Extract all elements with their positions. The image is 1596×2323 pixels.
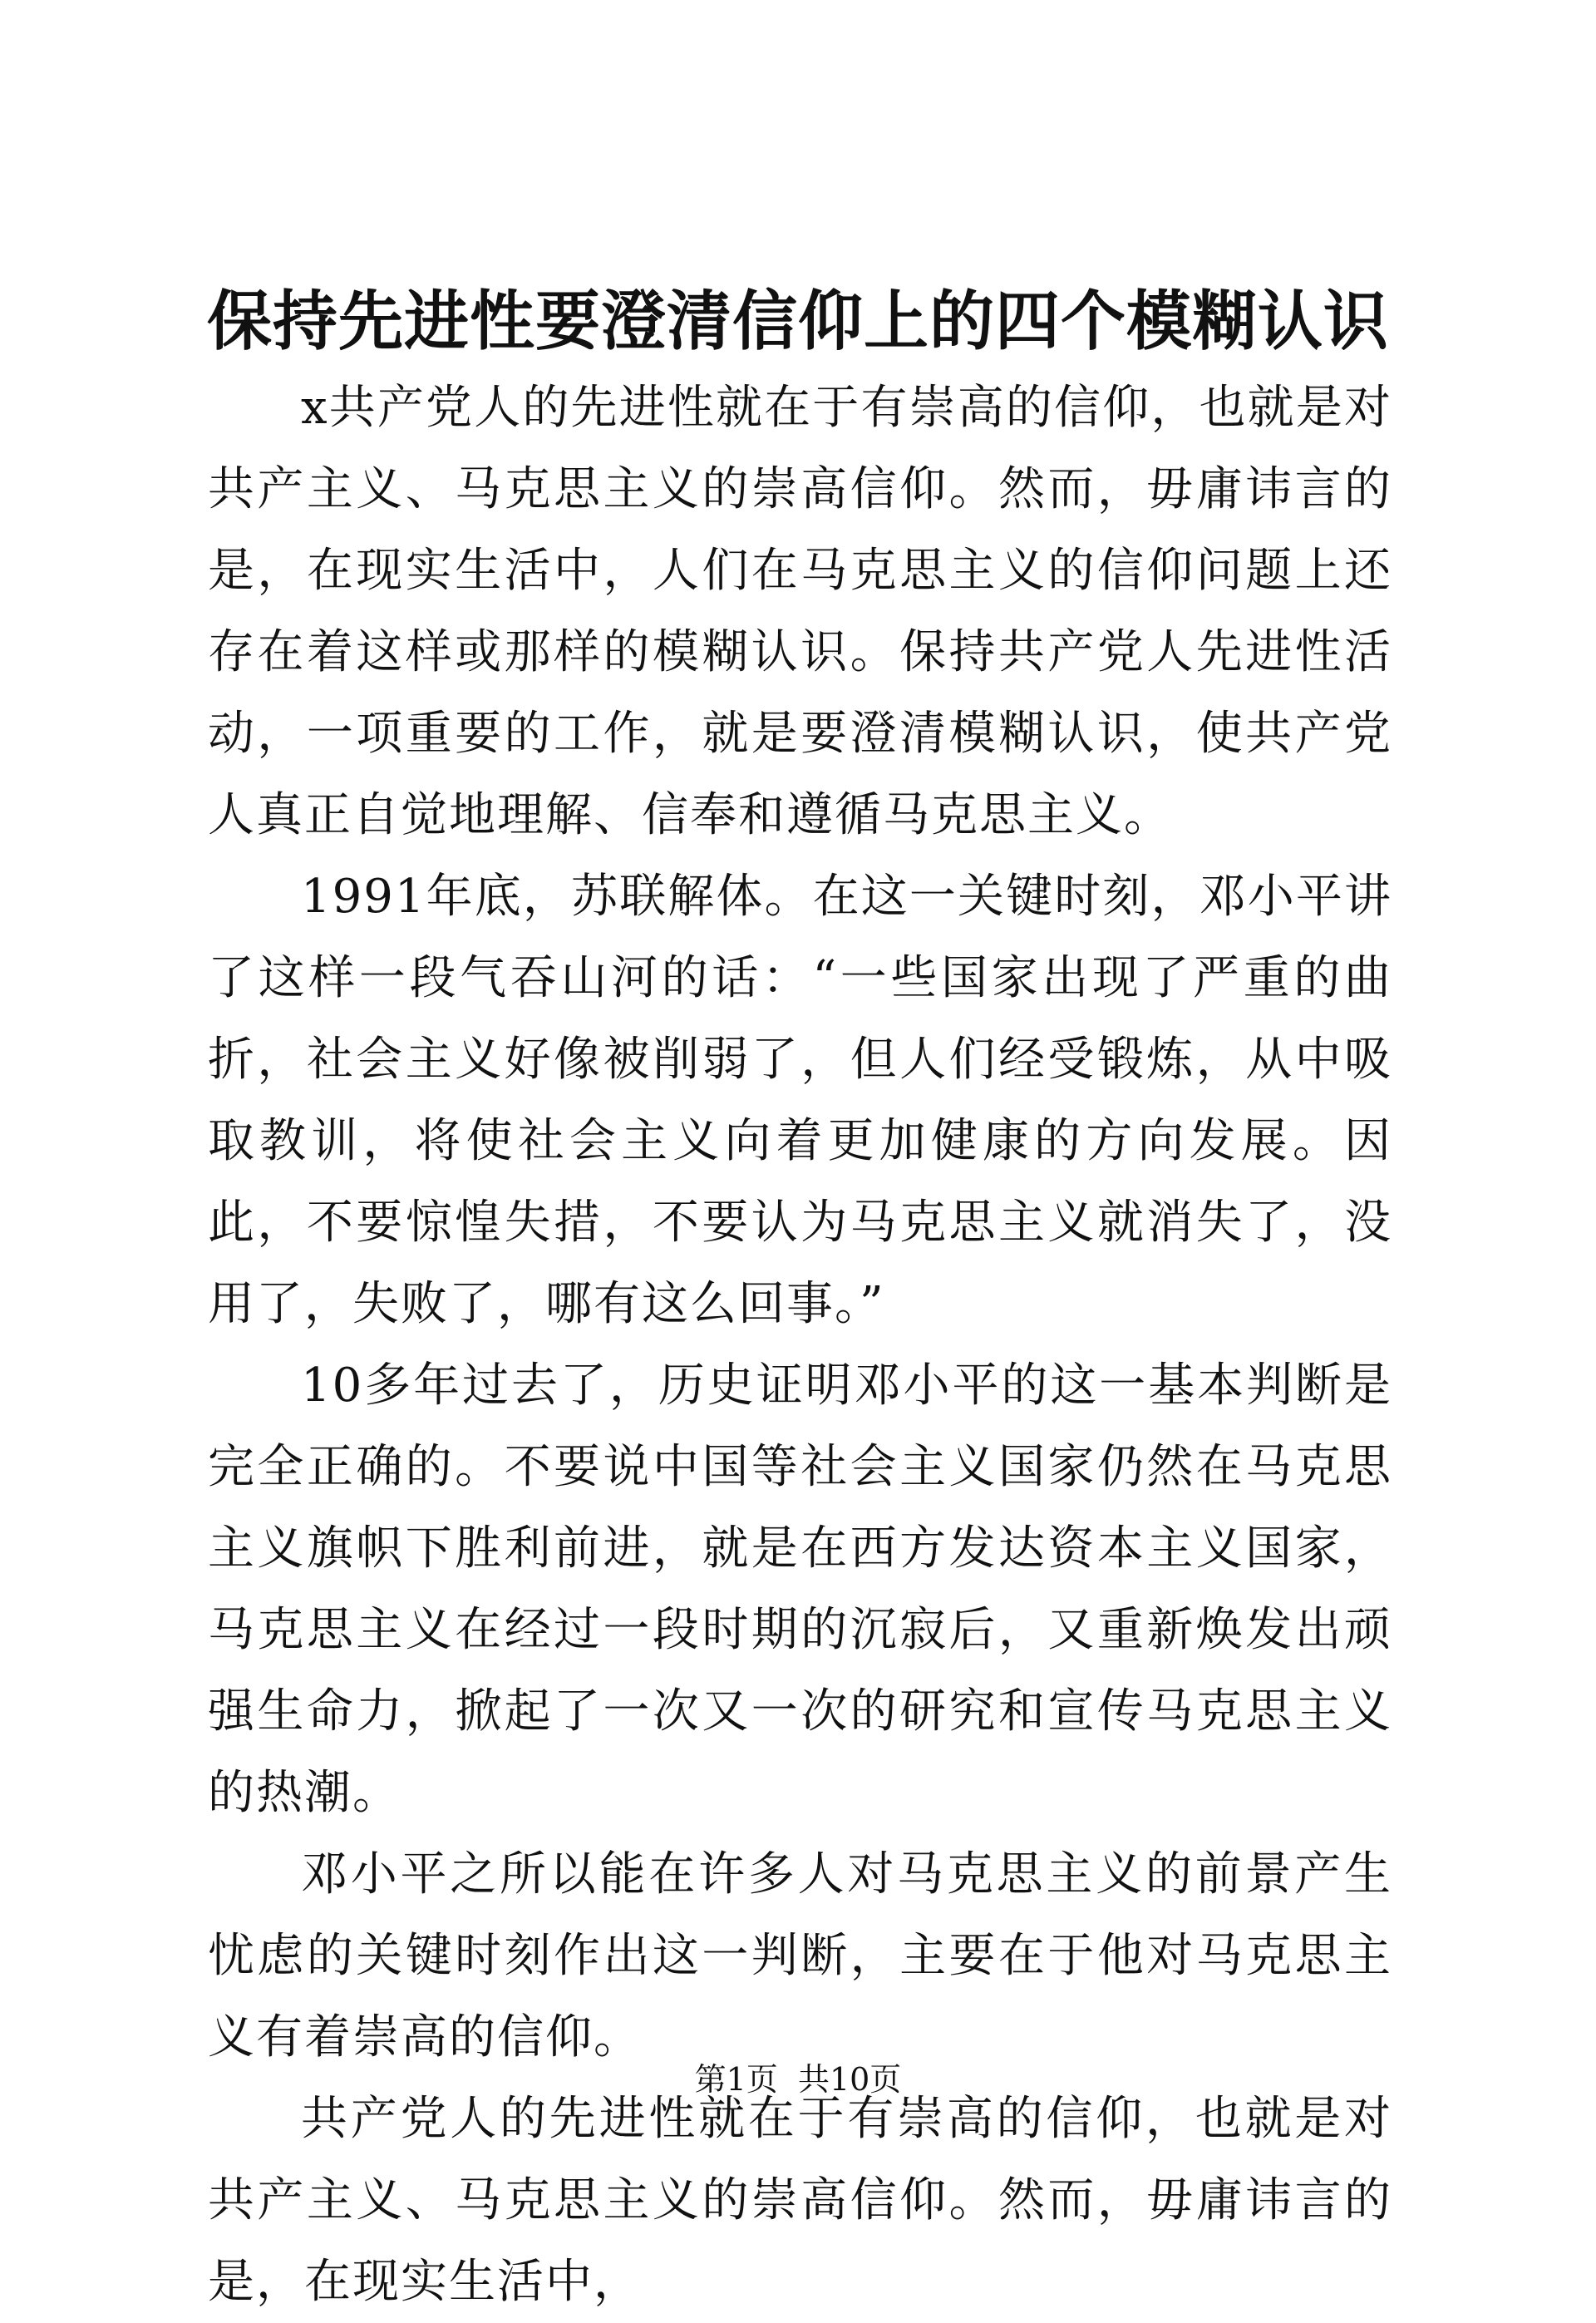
page-total: 共10页 (797, 2061, 902, 2098)
document-title: 保持先进性要澄清信仰上的四个模糊认识 (206, 284, 1389, 359)
paragraph-1: x共产党人的先进性就在于有崇高的信仰，也就是对共产主义、马克思主义的崇高信仰。然而，毋庸讳言的是，在现实生活中，人们在马克思主义的信仰问题上还存在着这样或那样的模糊认识。保持共产党人先进性活动，一项重要的工作，就是要澄清模糊认识，使共产党人真正自觉地理解、信奉和遵循马克思主义。 (208, 381, 1392, 842)
page-number: 第1页 (694, 2061, 778, 2098)
paragraph-2: 1991年底，苏联解体。在这一关键时刻，邓小平讲了这样一段气吞山河的话：“一些国家出现了严重的曲折，社会主义好像被削弱了，但人们经受锻炼，从中吸取教训，将使社会主义向着更加健康的方向发展。因此，不要惊惶失措，不要认为马克思主义就消失了，没用了，失败了，哪有这么回事。” (208, 870, 1392, 1331)
paragraph-4: 邓小平之所以能在许多人对马克思主义的前景产生忧虑的关键时刻作出这一判断，主要在于他对马克思主义有着崇高的信仰。 (208, 1847, 1392, 2064)
document-body (208, 367, 1392, 2323)
paragraph-5: 共产党人的先进性就在于有崇高的信仰，也就是对共产主义、马克思主义的崇高信仰。然而，毋庸讳言的是，在现实生活中， (208, 2092, 1392, 2309)
paragraph-3: 10多年过去了，历史证明邓小平的这一基本判断是完全正确的。不要说中国等社会主义国家仍然在马克思主义旗帜下胜利前进，就是在西方发达资本主义国家，马克思主义在经过一段时期的沉寂后，又重新焕发出顽强生命力，掀起了一次又一次的研究和宣传马克思主义的热潮。 (208, 1359, 1392, 1820)
page-footer (0, 2059, 1596, 2100)
